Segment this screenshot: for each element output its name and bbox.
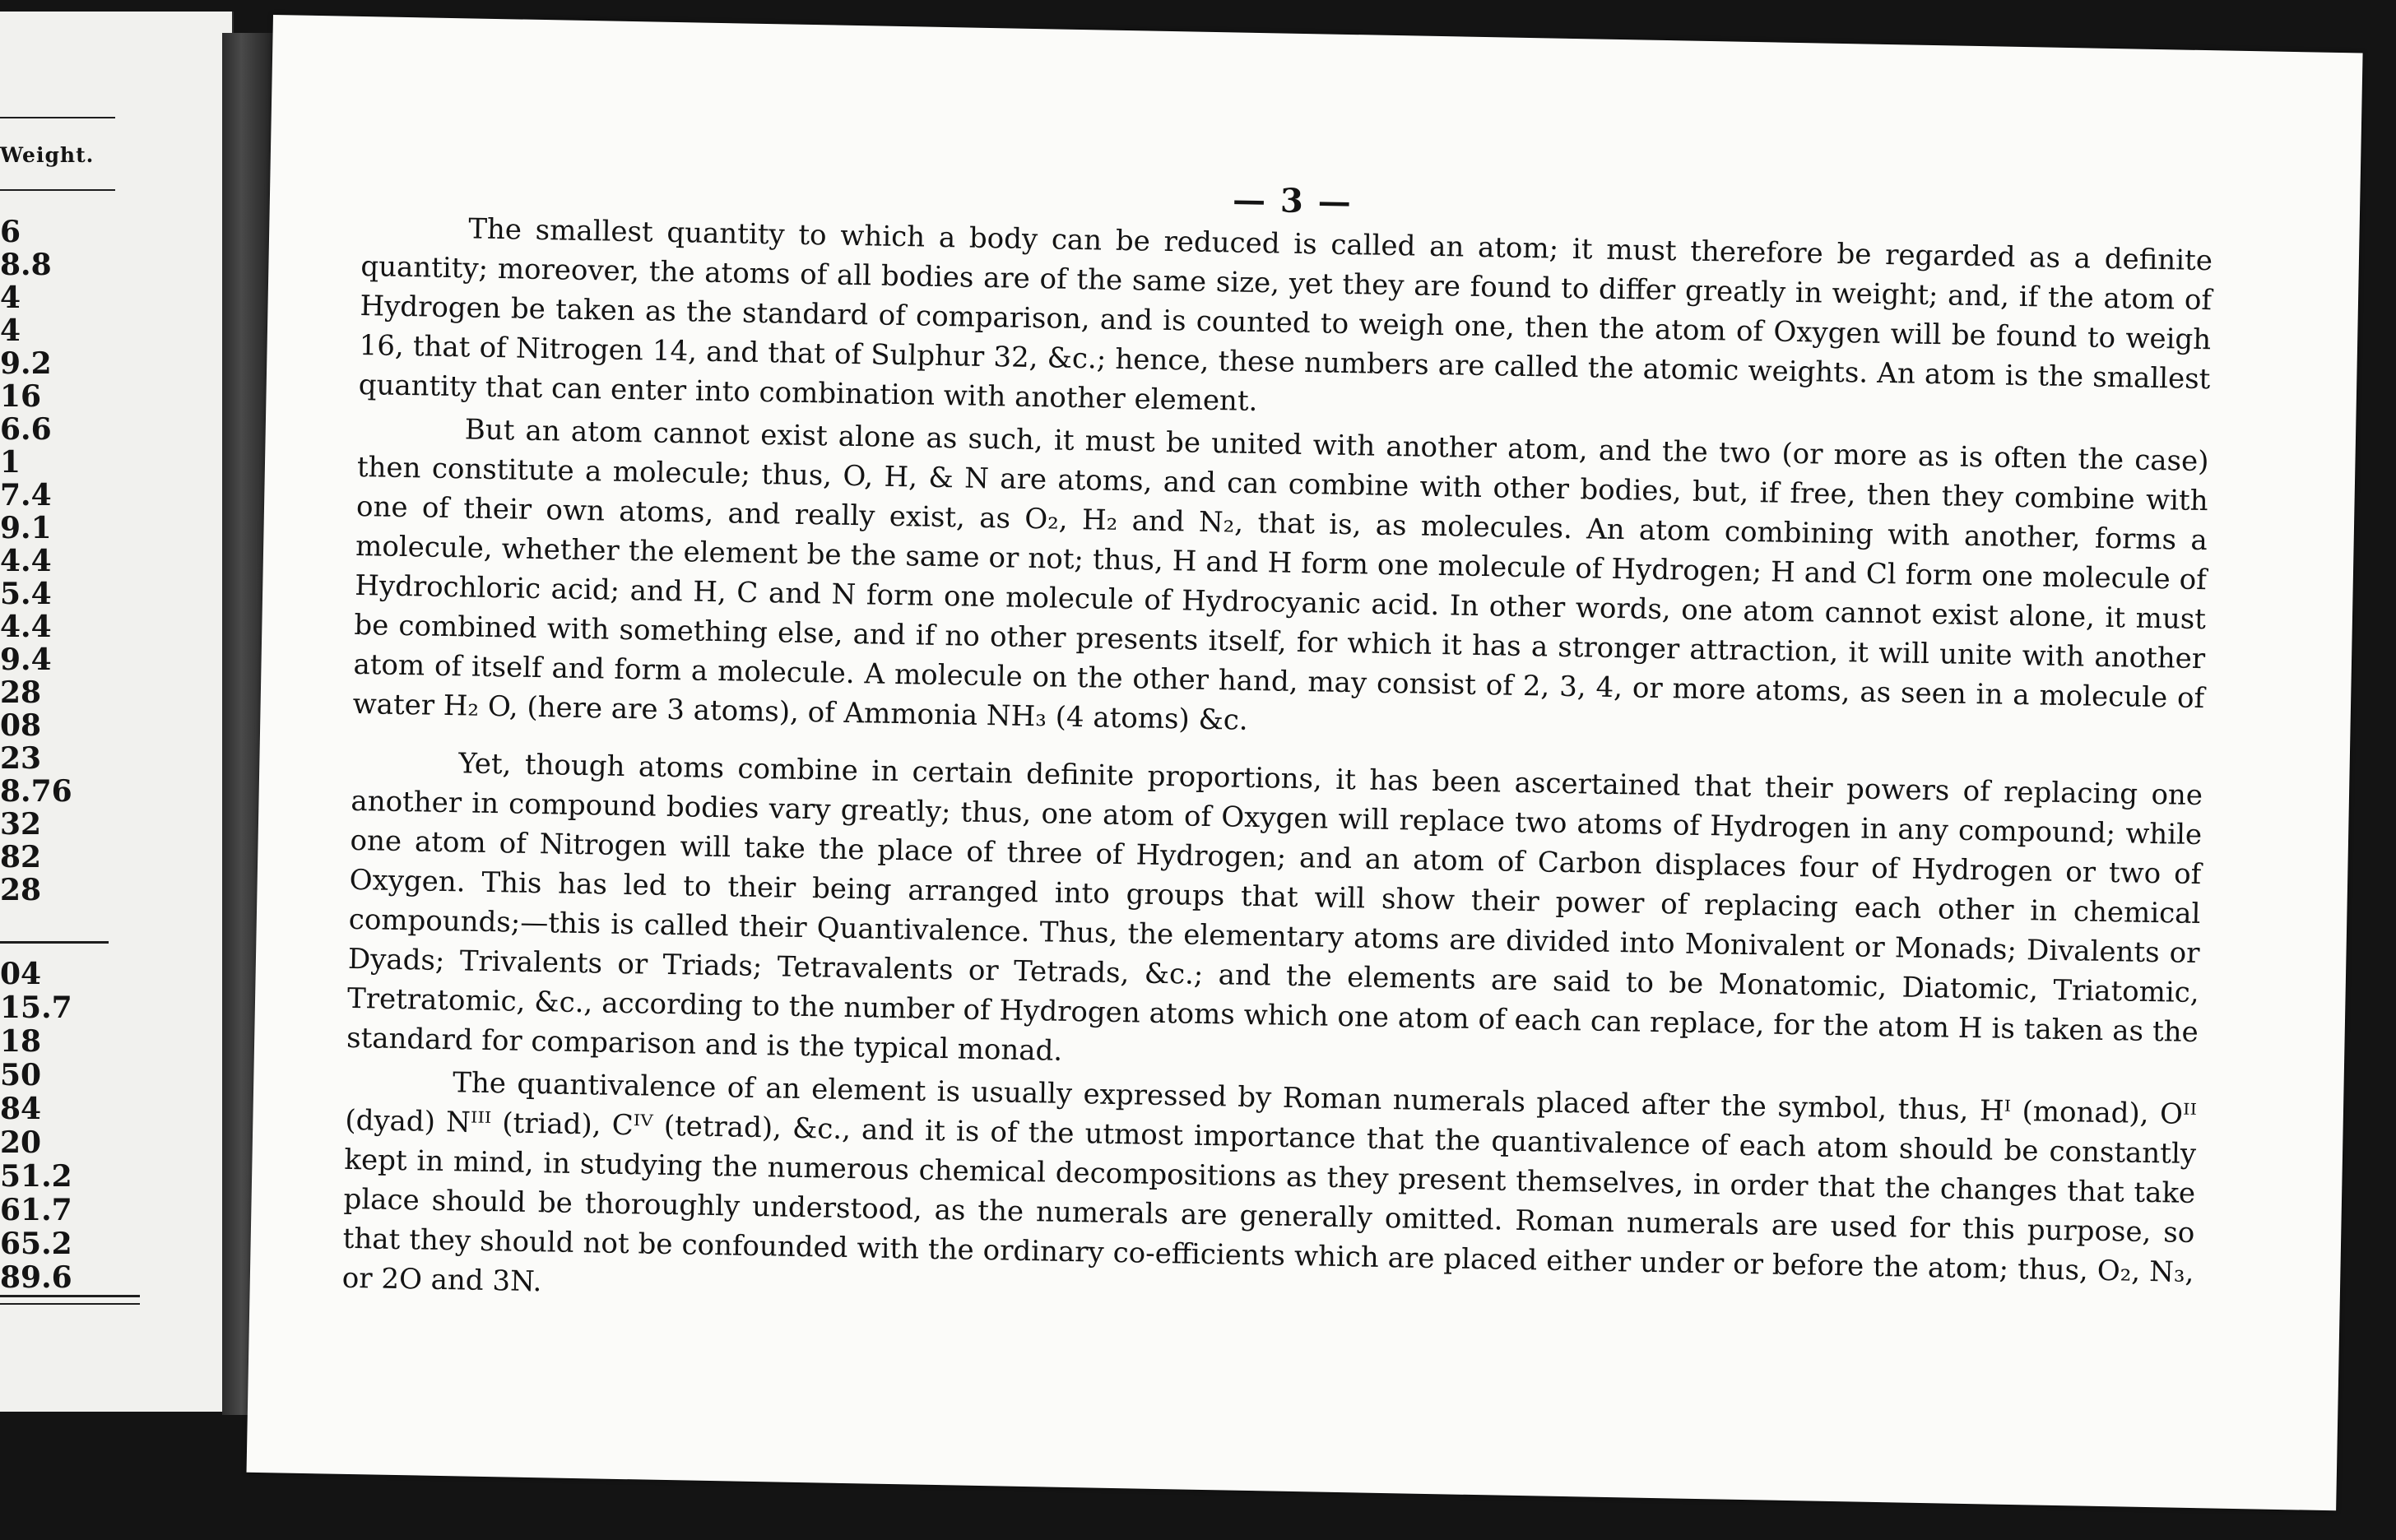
previous-page-fragment xyxy=(0,12,234,1412)
weight-value: 9.2 xyxy=(0,346,52,381)
paragraph-roman-numerals: The quantivalence of an element is usually expressed by Roman numerals placed after the symbol, thus, Hᴵ (monad), Oᴵᴵ (dyad) Nᴵᴵᴵ (triad), Cᴵⱽ (tetrad), &c., and it is of the utmost importance that the quantivalence of each atom should be constantly kept in mind, in studying the numerous chemical decompositions as they present themselves, in order that the changes that take place should be thoroughly understood, as the numerals are generally omitted. Roman numerals are used for this purpose, so that they should not be confounded with the ordinary co-efficients which are placed either under or before the atom; thus, O₂, N₃, or 2O and 3N. xyxy=(341,1066,2198,1299)
weight-value: 23 xyxy=(0,741,42,776)
weight-value: 28 xyxy=(0,675,42,710)
weight-value: 20 xyxy=(0,1125,42,1160)
weight-value: 4 xyxy=(0,281,21,315)
weight-value: 61.7 xyxy=(0,1193,72,1227)
weight-value: 84 xyxy=(0,1092,42,1126)
weight-value: 4.4 xyxy=(0,544,52,578)
weight-value: 8.76 xyxy=(0,774,72,809)
table-rule-middle xyxy=(0,941,109,944)
weight-value: 51.2 xyxy=(0,1159,72,1194)
weight-value: 6.6 xyxy=(0,412,52,447)
weight-value: 4 xyxy=(0,313,21,348)
weight-values-top xyxy=(0,216,107,907)
weight-value: 08 xyxy=(0,708,42,743)
weight-value: 9.1 xyxy=(0,511,52,545)
weight-value: 65.2 xyxy=(0,1227,72,1261)
table-rule-top xyxy=(0,117,115,118)
weight-value: 8.8 xyxy=(0,248,52,282)
weight-value: 28 xyxy=(0,873,42,907)
weight-value: 5.4 xyxy=(0,577,52,611)
weight-value: 4.4 xyxy=(0,610,52,644)
weight-value: 82 xyxy=(0,840,42,874)
weight-value: 32 xyxy=(0,807,42,842)
table-rule-bottom-double xyxy=(0,1303,140,1305)
page-body xyxy=(341,207,2213,1332)
weight-value: 6 xyxy=(0,215,21,249)
paragraph-quantivalence: Yet, though atoms combine in certain definite proportions, it has been ascertained that their powers of replacing one another in compound bodies vary greatly; thus, one atom of Oxygen will replace two atoms of Hydrogen in any compound; while one atom of Nitrogen will take the place of three of Hydrogen; and an atom of Carbon displaces four of Hydrogen or two of Oxygen. This has led to their being arranged into groups that will show their power of replacing each other in chemical compounds;—this is called their Quantivalence. Thus, the elementary atoms are divided into Monivalent or Monads; Divalents or Dyads; Trivalents or Triads; Tetravalents or Tetrads, &c.; and the elements are said to be Monatomic, Diatomic, Triatomic, Tretratomic, &c., according to the number of Hydrogen atoms which one atom of each can replace, for the atom H is taken as the standard for comparison and is the typical monad. xyxy=(346,747,2203,1068)
book-page xyxy=(247,15,2363,1510)
weight-value: 50 xyxy=(0,1058,42,1092)
page-number: — 3 — xyxy=(1232,180,1354,222)
column-heading: Weight. xyxy=(0,143,95,167)
paragraph-atoms: The smallest quantity to which a body can be reduced is called an atom; it must therefore be regarded as a definite quantity; moreover, the atoms of all bodies are of the same size, yet they are found to differ greatly in weight; and, if the atom of Hydrogen be taken as the standard of comparison, and is counted to weigh one, then the atom of Oxygen will be found to weigh 16, that of Nitrogen 14, and that of Sulphur 32, &c.; hence, these numbers are called the atomic weights. An atom is the smallest quantity that can enter into combination with another element. xyxy=(358,212,2213,418)
weight-value: 89.6 xyxy=(0,1260,72,1295)
table-rule-bottom xyxy=(0,1295,140,1297)
weight-value: 18 xyxy=(0,1024,42,1059)
table-rule-header xyxy=(0,189,115,191)
paragraph-molecules: But an atom cannot exist alone as such, it must be united with another atom, and the two (or more as is often the case) then constitute a molecule; thus, O, H, & N are atoms, and can combine with other bodies, but, if free, then they combine with one of their own atoms, and really exist, as O₂, H₂ and N₂, that is, as molecules. An atom combining with another, forms a molecule, whether the element be the same or not; thus, H and H form one molecule of Hydrogen; H and Cl form one molecule of Hydrochloric acid; and H, C and N form one molecule of Hydrocyanic acid. In other words, one atom cannot exist alone, it must be combined with something else, and if no other presents itself, for which it has a stronger attraction, it will unite with another atom of itself and form a molecule. A molecule on the other hand, may consist of 2, 3, 4, or more atoms, as seen in a molecule of water H₂ O, (here are 3 atoms), of Ammonia NH₃ (4 atoms) &c. xyxy=(352,413,2209,737)
weight-value: 9.4 xyxy=(0,642,52,677)
weight-value: 16 xyxy=(0,379,42,414)
weight-value: 1 xyxy=(0,445,21,480)
weight-value: 04 xyxy=(0,957,42,991)
weight-values-bottom xyxy=(0,958,107,1295)
weight-value: 15.7 xyxy=(0,990,72,1025)
weight-value: 7.4 xyxy=(0,478,52,513)
